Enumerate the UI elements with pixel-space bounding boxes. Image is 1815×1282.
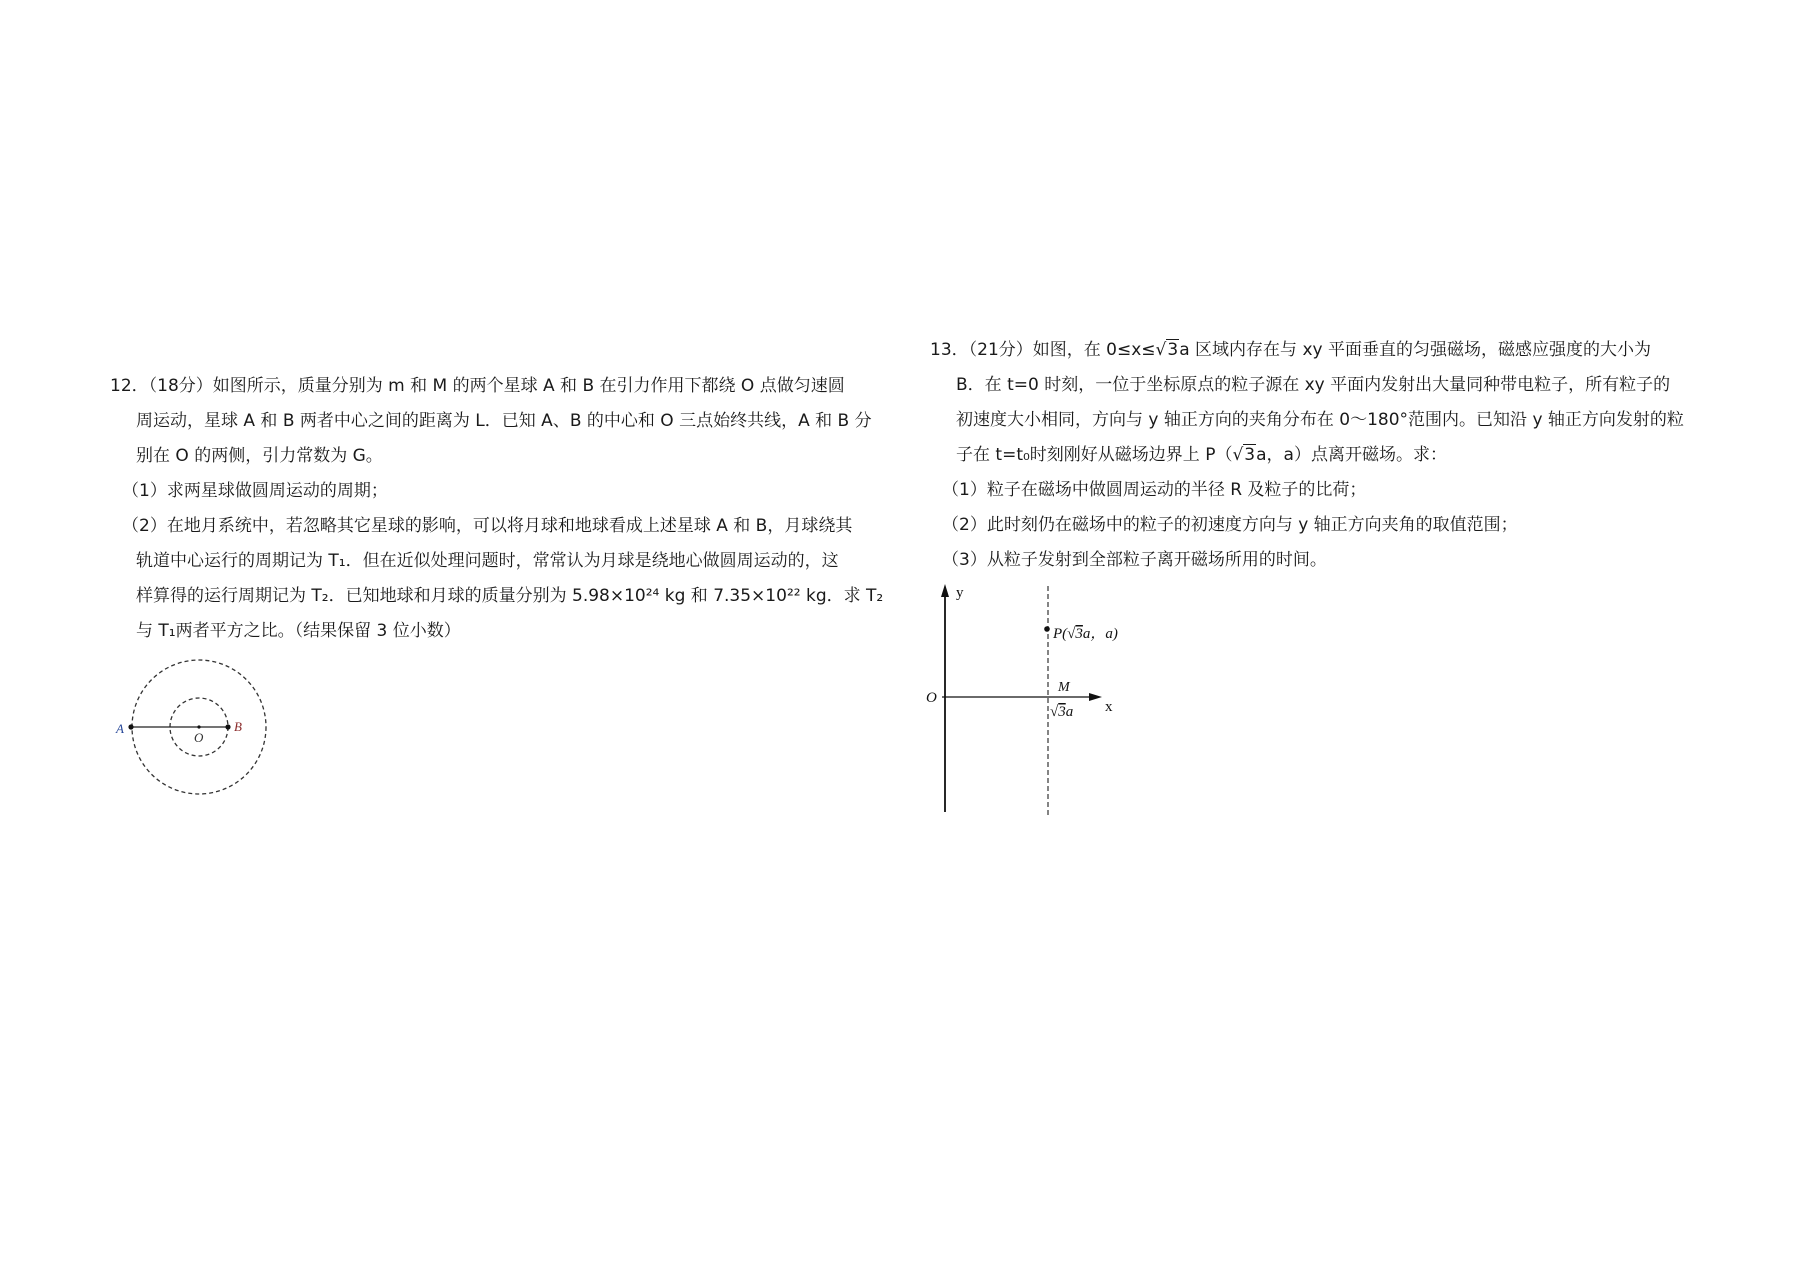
q13-stem-line-2: B．在 t=0 时刻，一位于坐标原点的粒子源在 xy 平面内发射出大量同种带电粒子，所有粒子的 — [956, 375, 1671, 395]
magnetic-field-diagram — [920, 580, 1120, 820]
label-sqrt3a: √3a — [1050, 704, 1074, 720]
q13-figure — [920, 580, 1120, 824]
q12-stem-line-3: 别在 O 的两侧，引力常数为 G。 — [136, 446, 383, 466]
q13-line1-text-b: a 区域内存在与 xy 平面垂直的匀强磁场，磁感应强度的大小为 — [1179, 340, 1651, 360]
sqrt-radicand: 3 — [1167, 340, 1179, 360]
q13-line1-text-a: 13．（21分）如图，在 0≤x≤ — [930, 340, 1156, 360]
q12-part-2-line-1: （2）在地月系统中，若忽略其它星球的影响，可以将月球和地球看成上述星球 A 和 B，月球绕其 — [122, 516, 853, 536]
q12-part-2-line-2: 轨道中心运行的周期记为 T₁．但在近似处理问题时，常常认为月球是绕地心做圆周运动的，这 — [136, 551, 839, 571]
star-a-dot — [128, 724, 133, 729]
star-b-dot — [225, 724, 230, 729]
label-y: y — [956, 585, 964, 601]
q12-stem-line-1: 12．（18分）如图所示，质量分别为 m 和 M 的两个星球 A 和 B 在引力作用下都绕 O 点做匀速圆 — [110, 376, 845, 396]
q12-stem-line-2: 周运动，星球 A 和 B 两者中心之间的距离为 L．已知 A、B 的中心和 O 三点始终共线，A 和 B 分 — [136, 411, 872, 431]
label-x: x — [1105, 699, 1113, 715]
binary-orbit-diagram — [108, 655, 278, 800]
q12-part-2-line-4: 与 T₁两者平方之比。（结果保留 3 位小数） — [136, 621, 461, 641]
q13-stem-line-4 — [930, 438, 1720, 473]
center-o-dot — [197, 725, 200, 728]
label-a: A — [116, 721, 124, 736]
q13-part-2: （2）此时刻仍在磁场中的粒子的初速度方向与 y 轴正方向夹角的取值范围； — [942, 515, 1518, 535]
q13-line4-text-a: 子在 t=t₀时刻刚好从磁场边界上 P（ — [956, 445, 1233, 465]
point-p-dot — [1044, 626, 1050, 632]
label-o: O — [194, 730, 204, 745]
sqrt-radicand: 3 — [1244, 445, 1256, 465]
q12-part-2-line-3: 样算得的运行周期记为 T₂．已知地球和月球的质量分别为 5.98×10²⁴ kg 和 7.35×10²² kg．求 T₂ — [136, 586, 884, 606]
label-m: M — [1058, 680, 1070, 695]
q13-stem-line-1 — [930, 333, 1720, 368]
q13-line4-text-b: a，a）点离开磁场。求： — [1256, 445, 1447, 465]
x-axis-arrow — [1089, 693, 1102, 701]
sqrt-symbol: √ — [1155, 340, 1167, 360]
q12-figure — [108, 655, 278, 804]
y-axis-arrow — [941, 584, 949, 597]
question-13 — [930, 333, 1720, 578]
sqrt-symbol: √ — [1232, 445, 1244, 465]
label-p: P(√3a，a) — [1053, 626, 1118, 642]
q12-part-1: （1）求两星球做圆周运动的周期； — [122, 481, 388, 501]
q13-stem-line-3: 初速度大小相同，方向与 y 轴正方向的夹角分布在 0～180°范围内。已知沿 y 轴正方向发射的粒 — [956, 410, 1684, 430]
q13-part-3: （3）从粒子发射到全部粒子离开磁场所用的时间。 — [942, 550, 1327, 570]
label-b: B — [234, 719, 242, 734]
question-12 — [110, 369, 900, 649]
label-origin: O — [926, 690, 937, 706]
q13-part-1: （1）粒子在磁场中做圆周运动的半径 R 及粒子的比荷； — [942, 480, 1367, 500]
